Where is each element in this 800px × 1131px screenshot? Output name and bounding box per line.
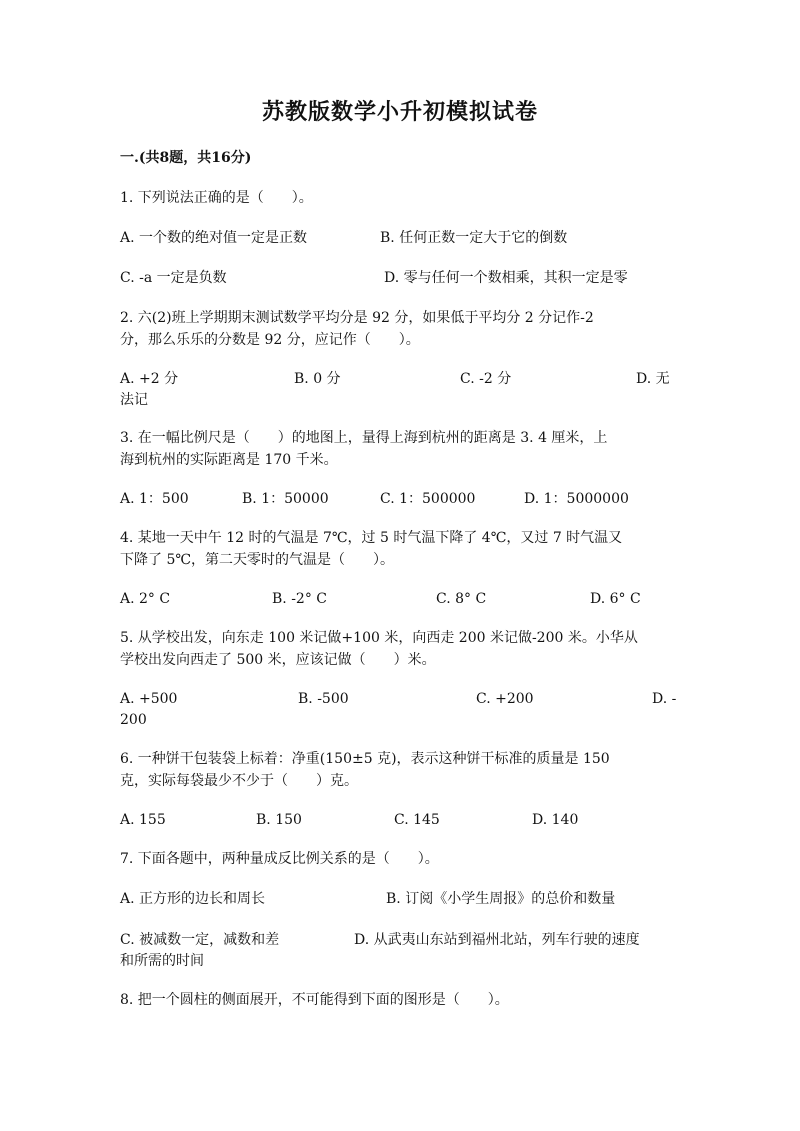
q2-option-b: B. 0 分 bbox=[294, 371, 341, 387]
q5-option-b: B. -500 bbox=[298, 691, 349, 707]
q5-option-a: A. +500 bbox=[120, 691, 178, 707]
question-8-stem: 8. 把一个圆柱的侧面展开，不可能得到下面的图形是（ ）。 bbox=[120, 992, 509, 1008]
section-heading: 一.(共8题，共16分) bbox=[120, 150, 252, 166]
q5-option-c: C. +200 bbox=[476, 691, 534, 707]
question-3-stem-line-1: 3. 在一幅比例尺是（ ）的地图上，量得上海到杭州的距离是 3. 4 厘米，上 bbox=[120, 430, 608, 446]
q4-option-c: C. 8° C bbox=[436, 591, 487, 607]
q6-option-c: C. 145 bbox=[394, 812, 440, 828]
q1-option-c: C. -a 一定是负数 bbox=[120, 270, 227, 286]
q5-option-d: D. - bbox=[652, 691, 677, 707]
question-1-stem: 1. 下列说法正确的是（ ）。 bbox=[120, 190, 313, 206]
q3-option-b: B. 1：50000 bbox=[242, 491, 329, 507]
q3-option-a: A. 1：500 bbox=[120, 491, 189, 507]
question-4-stem-line-2: 下降了 5℃，第二天零时的气温是（ ）。 bbox=[120, 552, 395, 568]
q7-option-b: B. 订阅《小学生周报》的总价和数量 bbox=[386, 891, 616, 907]
q4-option-d: D. 6° C bbox=[590, 591, 641, 607]
page-title: 苏教版数学小升初模拟试卷 bbox=[261, 99, 538, 125]
question-2-stem-line-1: 2. 六(2)班上学期期末测试数学平均分是 92 分，如果低于平均分 2 分记作-2 bbox=[120, 310, 594, 326]
q2-option-c: C. -2 分 bbox=[460, 371, 512, 387]
q5-option-d-continued: 200 bbox=[120, 712, 147, 728]
question-6-stem-line-1: 6. 一种饼干包装袋上标着：净重(150±5 克)，表示这种饼干标准的质量是 150 bbox=[120, 751, 610, 767]
q2-option-a: A. +2 分 bbox=[120, 371, 179, 387]
q1-option-b: B. 任何正数一定大于它的倒数 bbox=[380, 230, 568, 246]
q3-option-d: D. 1：5000000 bbox=[524, 491, 629, 507]
question-4-stem-line-1: 4. 某地一天中午 12 时的气温是 7℃，过 5 时气温下降了 4℃，又过 7 时气温又 bbox=[120, 530, 623, 546]
q3-option-c: C. 1：500000 bbox=[380, 491, 476, 507]
q2-option-d-continued: 法记 bbox=[120, 392, 148, 408]
q7-option-d-continued: 和所需的时间 bbox=[120, 953, 204, 969]
q6-option-b: B. 150 bbox=[256, 812, 302, 828]
q4-option-b: B. -2° C bbox=[272, 591, 327, 607]
question-5-stem-line-2: 学校出发向西走了 500 米，应该记做（ ）米。 bbox=[120, 652, 436, 668]
question-2-stem-line-2: 分，那么乐乐的分数是 92 分，应记作（ ）。 bbox=[120, 332, 420, 348]
q1-option-d: D. 零与任何一个数相乘，其积一定是零 bbox=[384, 270, 628, 286]
q6-option-a: A. 155 bbox=[120, 812, 166, 828]
q2-option-d: D. 无 bbox=[636, 371, 670, 387]
q7-option-c: C. 被减数一定，减数和差 bbox=[120, 932, 280, 948]
question-7-stem: 7. 下面各题中，两种量成反比例关系的是（ ）。 bbox=[120, 851, 439, 867]
question-5-stem-line-1: 5. 从学校出发，向东走 100 米记做+100 米，向西走 200 米记做-200 米。小华从 bbox=[120, 630, 638, 646]
q1-option-a: A. 一个数的绝对值一定是正数 bbox=[120, 230, 308, 246]
question-3-stem-line-2: 海到杭州的实际距离是 170 千米。 bbox=[120, 452, 338, 468]
q4-option-a: A. 2° C bbox=[120, 591, 171, 607]
q7-option-d: D. 从武夷山东站到福州北站，列车行驶的速度 bbox=[354, 932, 640, 948]
question-6-stem-line-2: 克，实际每袋最少不少于（ ）克。 bbox=[120, 773, 358, 789]
q7-option-a: A. 正方形的边长和周长 bbox=[120, 891, 266, 907]
q6-option-d: D. 140 bbox=[532, 812, 579, 828]
